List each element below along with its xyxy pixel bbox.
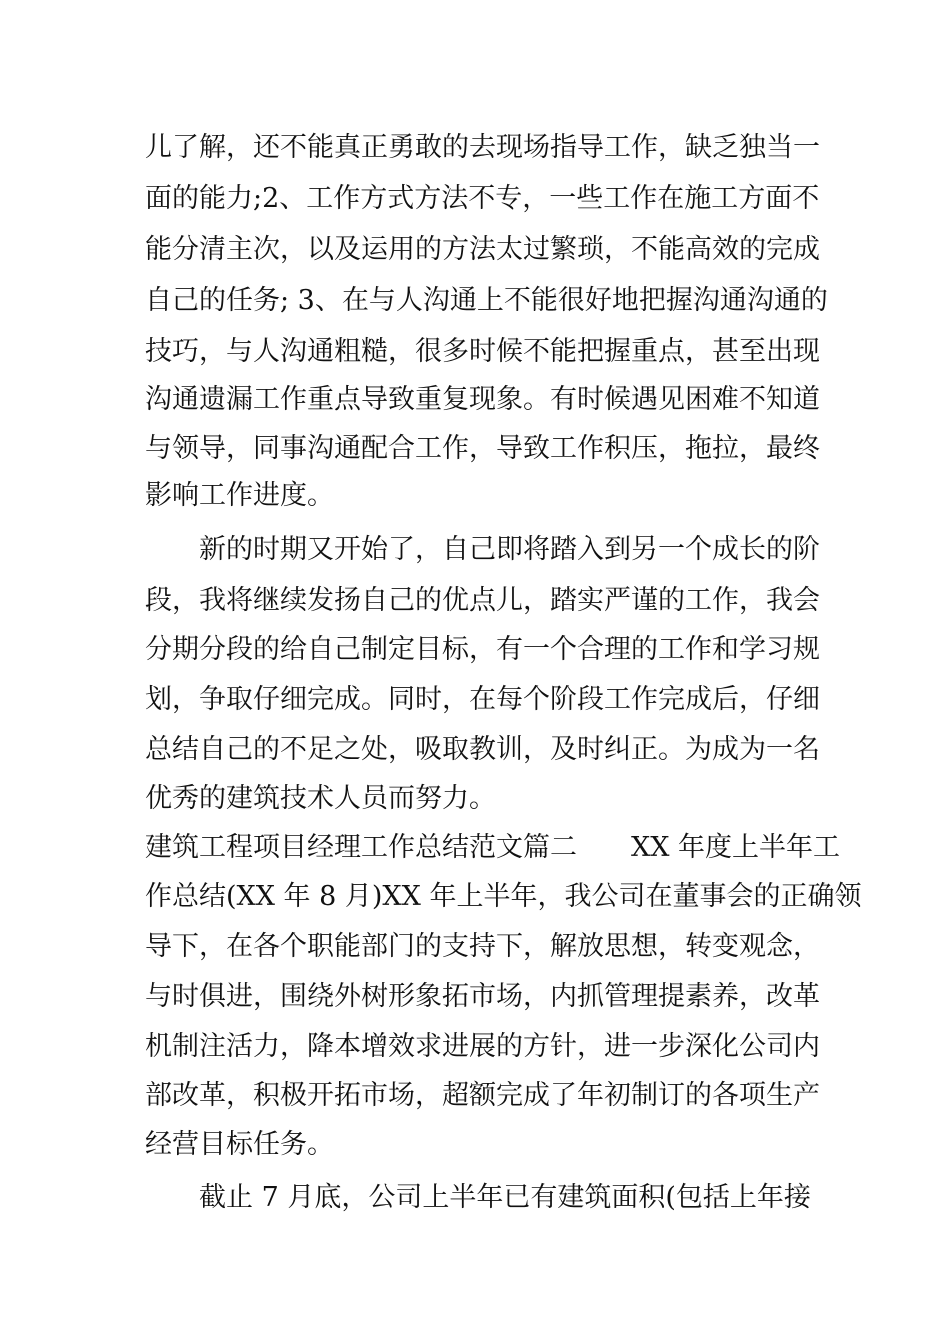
text-line: 机制注活力，降本增效求进展的方针，进一步深化公司内 <box>145 1031 820 1062</box>
text-line: 与时俱进，围绕外树形象拓市场，内抓管理提素养，改革 <box>145 981 820 1012</box>
text-line: 影响工作进度。 <box>145 480 334 511</box>
text-line: 优秀的建筑技术人员而努力。 <box>145 783 496 814</box>
text-line: 段，我将继续发扬自己的优点儿，踏实严谨的工作，我会 <box>145 585 820 616</box>
text-line: 导下，在各个职能部门的支持下，解放思想，转变观念， <box>145 931 820 962</box>
text-line: 技巧，与人沟通粗糙，很多时候不能把握重点，甚至出现 <box>145 336 820 367</box>
paragraph-first-line: 新的时期又开始了，自己即将踏入到另一个成长的阶 <box>199 534 820 565</box>
text-line: 自己的任务; 3、在与人沟通上不能很好地把握沟通沟通的 <box>145 285 828 316</box>
text-line: 儿了解，还不能真正勇敢的去现场指导工作，缺乏独当一 <box>145 132 820 163</box>
paragraph-first-line: 截止 7 月底，公司上半年已有建筑面积(包括上年接 <box>199 1182 811 1213</box>
text-line: 作总结(XX 年 8 月)XX 年上半年，我公司在董事会的正确领 <box>145 881 862 912</box>
text-line: 与领导，同事沟通配合工作，导致工作积压，拖拉，最终 <box>145 433 820 464</box>
text-line: 分期分段的给自己制定目标，有一个合理的工作和学习规 <box>145 634 820 665</box>
section-heading-line: 建筑工程项目经理工作总结范文篇二 XX 年度上半年工 <box>145 832 841 863</box>
text-line: 总结自己的不足之处，吸取教训，及时纠正。为成为一名 <box>145 734 820 765</box>
text-line: 部改革，积极开拓市场，超额完成了年初制订的各项生产 <box>145 1080 820 1111</box>
text-line: 沟通遗漏工作重点导致重复现象。有时候遇见困难不知道 <box>145 384 820 415</box>
text-line: 面的能力;2、工作方式方法不专，一些工作在施工方面不 <box>145 183 820 214</box>
text-line: 能分清主次，以及运用的方法太过繁琐，不能高效的完成 <box>145 234 820 265</box>
text-line: 经营目标任务。 <box>145 1129 334 1160</box>
text-line: 划，争取仔细完成。同时，在每个阶段工作完成后，仔细 <box>145 684 820 715</box>
